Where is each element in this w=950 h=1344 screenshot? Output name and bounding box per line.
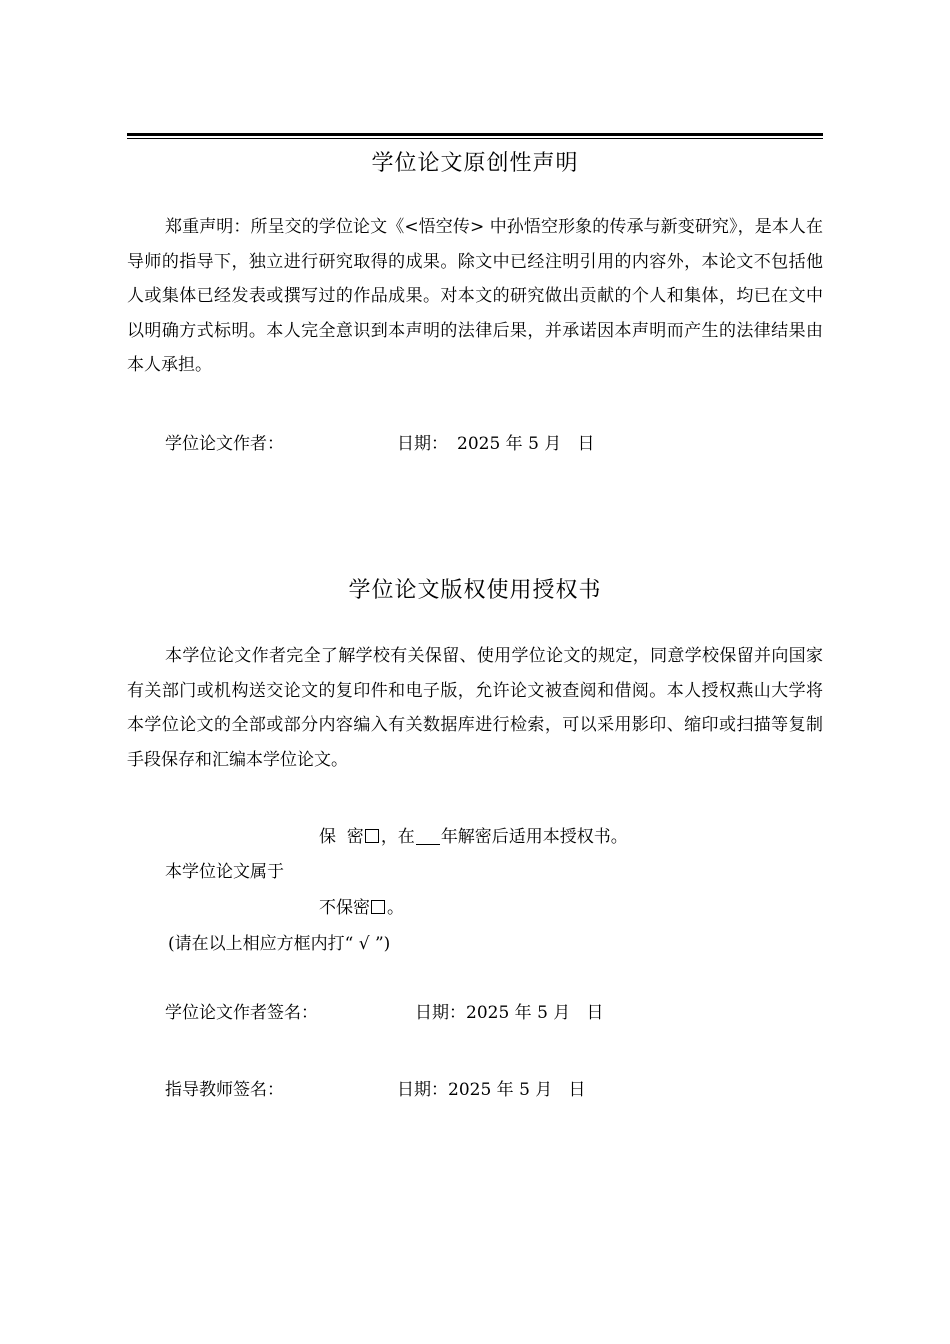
authorization-statement: 本学位论文作者完全了解学校有关保留、使用学位论文的规定，同意学校保留并向国家有关部门或机构送交论文的复印件和电子版，允许论文被查阅和借阅。本人授权燕山大学将本学位论文的全部或部分内容编入有关数据库进行检索，可以采用影印、缩印或扫描等复制手段保存和汇编本学位论文。 (127, 646, 823, 770)
advisor-sign-label: 指导教师签名： (165, 1080, 284, 1100)
originality-statement: 郑重声明：所呈交的学位论文《<悟空传> 中孙悟空形象的传承与新变研究》，是本人在导师的指导下，独立进行研究取得的成果。除文中已经注明引用的内容外，本论文不包括他人或集体已经发表或撰写过的作品成果。对本文的研究做出贡献的个人和集体，均已在文中以明确方式标明。本人完全意识到本声明的法律后果，并承诺因本声明而产生的法律结果由本人承担。 (127, 217, 823, 375)
non-secret-suffix: 。 (387, 898, 404, 918)
authorization-title: 学位论文版权使用授权书 (348, 578, 602, 603)
secret-checkbox[interactable] (365, 829, 379, 843)
advisor-sign-date: 日期：2025 年 5 月 日 (397, 1080, 586, 1100)
secret-option (319, 825, 628, 849)
non-secret-checkbox[interactable] (371, 900, 385, 914)
non-secret-label: 不保密 (319, 898, 370, 918)
secret-years-blank[interactable] (416, 828, 440, 845)
secret-mid-text: ，在 (380, 827, 415, 847)
header-rule-thick (127, 133, 823, 136)
author-sign-date: 日期：2025 年 5 月 日 (415, 1003, 604, 1023)
author-sign-label: 学位论文作者签名： (165, 1003, 318, 1023)
originality-date-label: 日期： (397, 434, 448, 454)
check-instruction: (请在以上相应方框内打“ √ ”) (168, 934, 391, 954)
belongs-label: 本学位论文属于 (165, 862, 284, 882)
originality-author-label: 学位论文作者： (165, 434, 284, 454)
secret-suffix-text: 年解密后适用本授权书。 (440, 827, 628, 847)
originality-title: 学位论文原创性声明 (371, 151, 579, 176)
secret-label: 保 密 (319, 827, 364, 847)
non-secret-option (319, 896, 404, 920)
originality-date-value: 2025 年 5 月 日 (457, 434, 595, 454)
header-rule-thin (127, 138, 823, 139)
